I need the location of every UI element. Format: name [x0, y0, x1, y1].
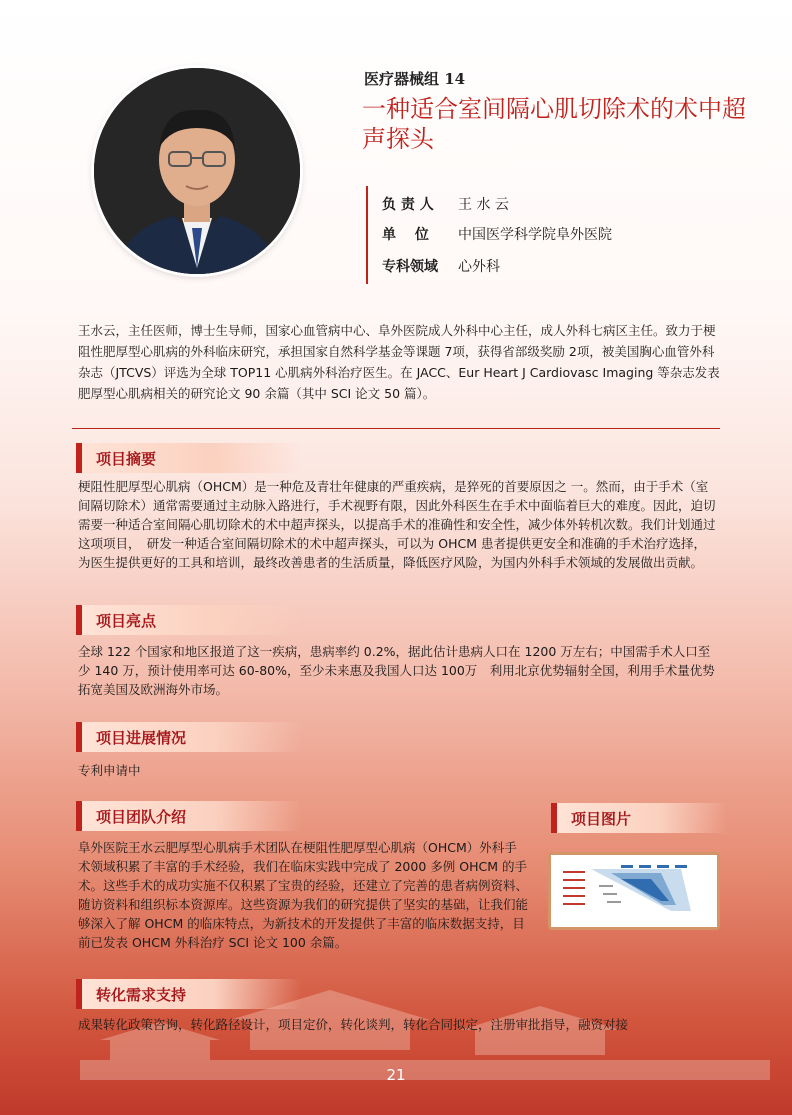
group-label: 医疗器械组 14: [364, 70, 466, 88]
info-value: 王 水 云: [458, 197, 509, 213]
progress-text: 专利申请中: [78, 763, 141, 778]
info-key: 专科领域: [382, 259, 438, 275]
section-heading-team: [76, 801, 302, 831]
section-title: 项目摘要: [96, 449, 157, 468]
info-key: 负 责 人: [382, 197, 434, 213]
summary-text: 梗阻性肥厚型心肌病（OHCM）是一种危及青壮年健康的严重疾病，是猝死的首要原因之 一。然而，由于手术（室间隔切除术）通常需要通过主动脉入路进行，手术视野有限，因此外科医生在手术中面临着巨大的难度。因此，迫切需要一种适合室间隔心肌切除术的术中超声探头，以提高手术的准确性和安全性，减少体外转机次数。我们计划通过这项项目， 研发一种适合室间隔切除术的术中超声探头，可以为 OHCM 患者提供更安全和准确的手术治疗选择，为医生提供更好的工具和培训，最终改善患者的生活质量，降低医疗风险，为国内外科手术领域的发展做出贡献。: [78, 479, 716, 570]
info-divider: [366, 186, 368, 284]
author-portrait: [94, 68, 300, 274]
team-text: 阜外医院王水云肥厚型心肌病手术团队在梗阻性肥厚型心肌病（OHCM）外科手术领域积累了丰富的手术经验，我们在临床实践中完成了 2000 多例 OHCM 的手术。这些手术的成功实施不仅积累了宝贵的经验，还建立了完善的患者病例资料、随访资料和组织标本资源库。这些资源为我们的研究提供了坚实的基础，让我们能够深入了解 OHCM 的临床特点，为新技术的开发提供了丰富的临床数据支持，目前已发表 OHCM 外科治疗 SCI 论文 100 余篇。: [78, 840, 529, 950]
needs-text: 成果转化政策咨询，转化路径设计，项目定价，转化谈判，转化合同拟定，注册审批指导，融资对接: [78, 1017, 629, 1032]
section-heading-summary: [76, 443, 302, 473]
section-heading-progress: [76, 722, 302, 752]
section-heading-needs: [76, 979, 302, 1009]
section-title: 项目进展情况: [96, 728, 187, 747]
page-number: 21: [386, 1066, 406, 1084]
project-title: 一种适合室间隔心肌切除术的术中超声探头: [362, 95, 746, 153]
info-row-leader: [382, 194, 509, 214]
highlights-text: 全球 122 个国家和地区报道了这一疾病，患病率约 0.2%，据此估计患病人口在 1200 万左右；中国需手术人口至少 140 万，预计使用率可达 60-80%，至少未来惠及我国人口达 100万 利用北京优势辐射全国，利用手术量优势拓宽美国及欧洲海外市场。: [78, 644, 715, 697]
info-row-unit: [382, 224, 612, 244]
section-title: 项目图片: [571, 809, 632, 828]
section-title: 项目团队介绍: [96, 807, 187, 826]
info-value: 中国医学科学院阜外医院: [458, 227, 612, 243]
section-heading-highlights: [76, 605, 302, 635]
project-diagram-image: [551, 855, 717, 927]
section-heading-photo: [551, 803, 727, 833]
section-rule: [72, 428, 720, 429]
info-row-field: [382, 256, 500, 276]
author-bio: 王水云，主任医师，博士生导师，国家心血管病中心、阜外医院成人外科中心主任，成人外科七病区主任。致力于梗阻性肥厚型心肌病的外科临床研究，承担国家自然科学基金等课题 7项，获得省部级奖励 2项，被美国胸心血管外科杂志（JTCVS）评选为全球 TOP11 心肌病外科治疗医生。在 JACC、Eur Heart J Cardiovasc Imaging 等杂志发表肥厚型心肌病相关的研究论文 90 余篇（其中 SCI 论文 50 篇）。: [78, 323, 720, 401]
section-title: 转化需求支持: [96, 985, 187, 1004]
section-title: 项目亮点: [96, 611, 157, 630]
info-key: 单 位: [382, 227, 429, 243]
person-photo: [94, 68, 300, 274]
project-image: [548, 852, 720, 930]
info-value: 心外科: [458, 259, 500, 275]
